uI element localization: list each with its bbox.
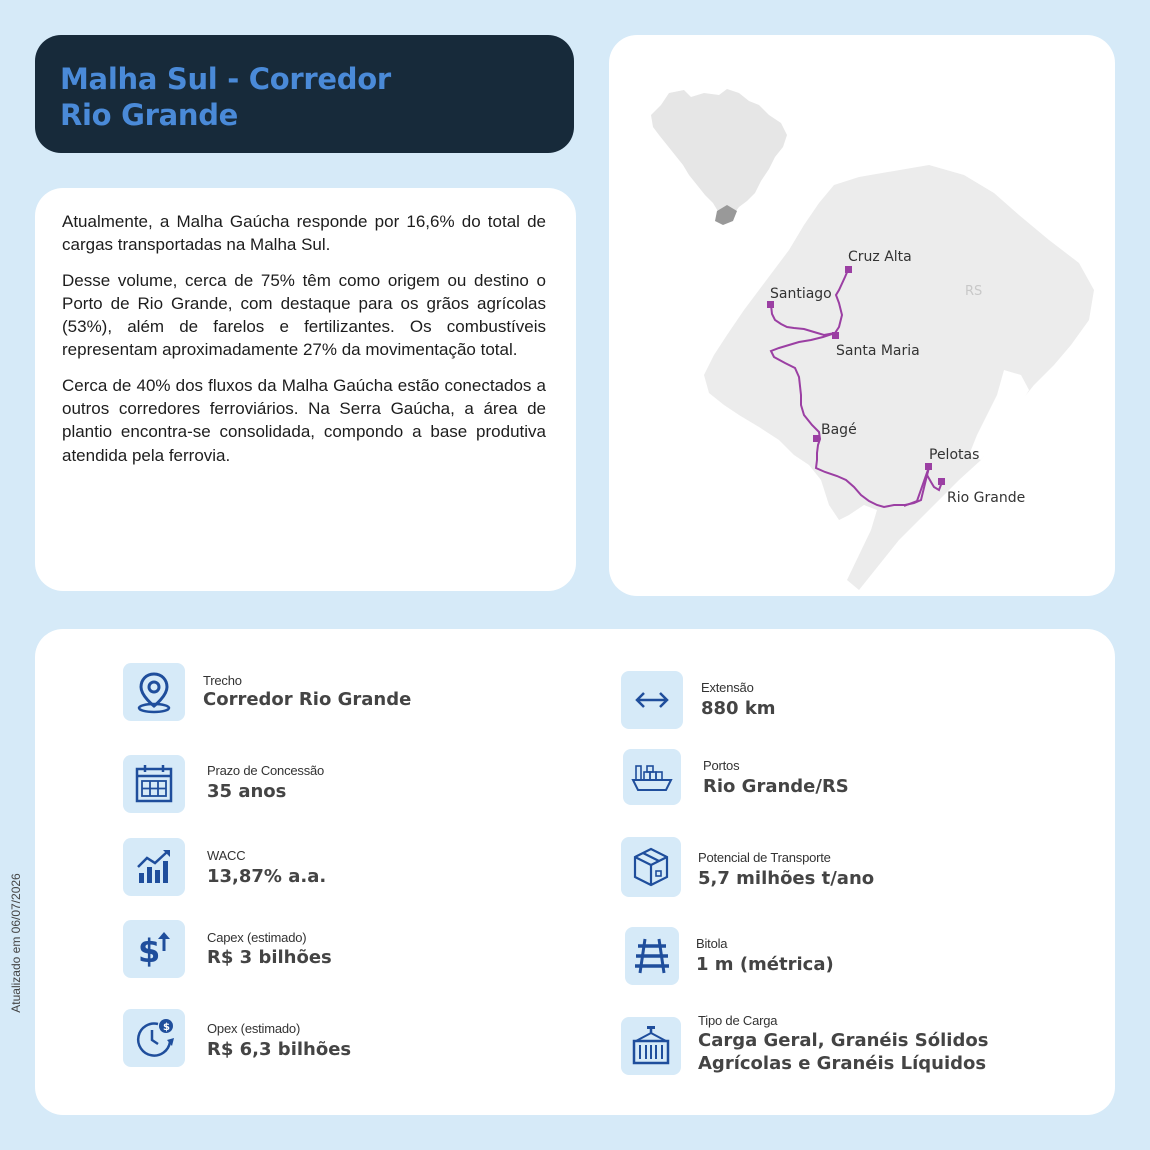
stat-value: Rio Grande/RS (703, 776, 849, 797)
stat-value: R$ 3 bilhões (207, 947, 332, 968)
stat-value: 13,87% a.a. (207, 866, 327, 887)
title-line-2: Rio Grande (60, 98, 239, 132)
stat-label: Trecho (203, 673, 242, 688)
rs-state-shape (704, 165, 1094, 590)
stat-value: 880 km (701, 698, 776, 719)
route-map (609, 35, 1115, 596)
city-label-santiago: Santiago (770, 286, 832, 302)
growth-chart-icon (123, 838, 185, 896)
stat-value-line-2: Agrícolas e Granéis Líquidos (698, 1053, 987, 1074)
description-card (35, 188, 576, 591)
svg-text:$: $ (138, 932, 161, 969)
svg-text:$: $ (163, 1022, 170, 1033)
city-label-pelotas: Pelotas (929, 447, 980, 463)
city-label-rio-grande: Rio Grande (947, 490, 1026, 506)
station-marker-santa-maria (832, 332, 839, 339)
map-card (609, 35, 1115, 596)
stat-label: Prazo de Concessão (207, 763, 325, 778)
stat-label: Extensão (701, 680, 754, 695)
station-marker-santiago (767, 301, 774, 308)
updated-date: Atualizado em 06/07/2026 (9, 873, 23, 1013)
clock-dollar-icon (123, 1009, 185, 1067)
box-icon (621, 837, 681, 897)
stat-value: 35 anos (207, 781, 287, 802)
stat-value-line-1: Carga Geral, Granéis Sólidos (698, 1030, 989, 1051)
stat-label: Potencial de Transporte (698, 850, 831, 865)
station-marker-rio-grande (938, 478, 945, 485)
city-label-santa-maria: Santa Maria (836, 343, 920, 359)
stat-label: Capex (estimado) (207, 930, 307, 945)
state-label: RS (965, 284, 983, 299)
stat-value: 5,7 milhões t/ano (698, 868, 875, 889)
cargo-ship-icon (623, 749, 681, 805)
stat-label: Tipo de Carga (698, 1013, 778, 1028)
description-paragraph-1: Atualmente, a Malha Gaúcha responde por 16,6% do total de cargas transportadas na Malha Sul. (62, 212, 546, 255)
stat-label: Portos (703, 758, 740, 773)
stats-card (35, 629, 1115, 1115)
station-marker-cruz-alta (845, 266, 852, 273)
double-arrow-icon (621, 671, 683, 729)
description-paragraph-2: Desse volume, cerca de 75% têm como origem ou destino o Porto de Rio Grande, com destaque para os grãos agrícolas (53%), além de farelos e fertilizantes. Os combustíveis representam aproximadamente 27% da movimentação total. (62, 270, 546, 360)
stat-label: Opex (estimado) (207, 1021, 301, 1036)
stat-value: Corredor Rio Grande (203, 689, 412, 710)
stat-value: R$ 6,3 bilhões (207, 1039, 352, 1060)
station-marker-bage (813, 435, 820, 442)
calendar-icon (123, 755, 185, 813)
city-label-cruz-alta: Cruz Alta (848, 249, 912, 265)
description-paragraph-3: Cerca de 40% dos fluxos da Malha Gaúcha estão conectados a outros corredores ferroviários. Na Serra Gaúcha, a área de plantio encontra-se consolidada, compondo a base produtiva atendida pela ferrovia. (62, 375, 546, 465)
title-line-1: Malha Sul - Corredor (60, 62, 391, 96)
page-title (60, 61, 549, 133)
stat-label: Bitola (696, 936, 728, 951)
railway-track-icon (625, 927, 679, 985)
brazil-inset-shape (651, 89, 787, 219)
map-pin-icon (123, 663, 185, 721)
station-marker-pelotas (925, 463, 932, 470)
city-label-bage: Bagé (821, 422, 857, 438)
title-banner (35, 35, 574, 153)
container-icon (621, 1017, 681, 1075)
stat-label: WACC (207, 848, 246, 863)
stat-value: 1 m (métrica) (696, 954, 834, 975)
dollar-up-icon (123, 920, 185, 978)
